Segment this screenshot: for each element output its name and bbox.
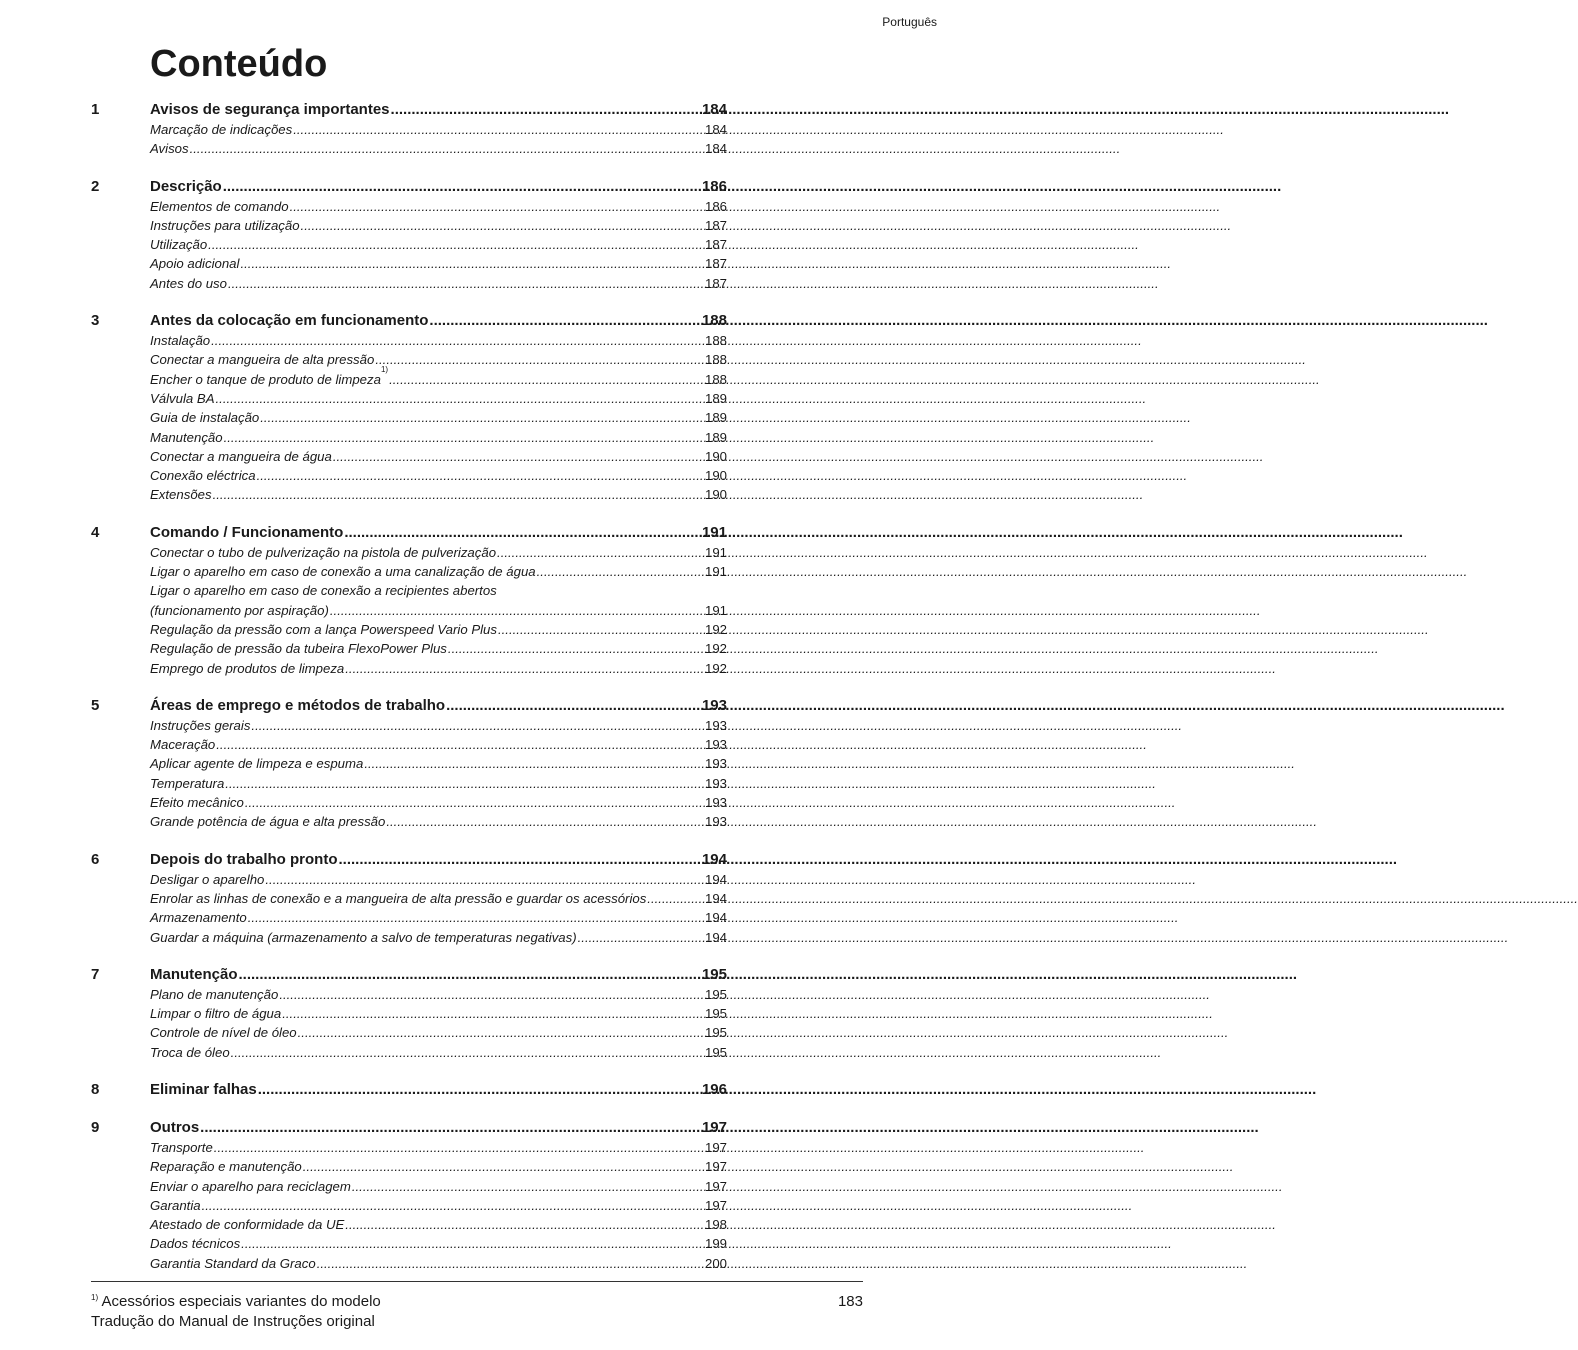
item-entry [150,928,727,947]
toc-section [91,99,727,159]
dot-leader [282,1004,704,1023]
chapter-entry [150,964,727,985]
item-page: 192 [704,621,727,637]
item-label: Extensões [150,487,212,503]
item-label: (funcionamento por aspiração) [150,602,329,618]
toc-item[interactable] [91,1196,727,1215]
toc-chapter-entry[interactable] [91,1079,727,1100]
footnote-mark: 1) [91,1293,99,1302]
item-entry [150,543,727,562]
dot-leader [228,274,704,293]
chapter-page: 184 [701,101,727,118]
item-entry [150,1043,727,1062]
item-page: 190 [704,448,727,464]
item-page: 189 [704,390,727,406]
dot-leader [279,985,704,1004]
chapter-page: 186 [701,177,727,195]
toc-item[interactable] [91,793,727,812]
dot-leader [448,639,704,658]
dot-leader [208,235,704,254]
item-entry [150,812,727,831]
toc-section [91,695,727,832]
item-label: Plano de manutenção [150,986,279,1002]
item-page: 193 [704,795,727,811]
toc-section [91,849,727,947]
toc-item[interactable] [91,985,727,1004]
item-entry [150,364,727,389]
dot-leader [257,466,704,485]
toc-item[interactable] [91,562,727,581]
item-page: 195 [704,1044,727,1060]
item-label: Conectar a mangueira de água [150,448,332,464]
item-entry [150,562,727,581]
item-label: Válvula BA [150,390,215,406]
dot-leader [293,120,704,139]
item-entry [150,870,727,889]
item-page: 189 [704,429,727,445]
footer-divider [91,1281,863,1282]
chapter-entry [150,176,727,197]
item-page: 200 [704,1255,727,1271]
item-label: Garantia [150,1197,201,1213]
chapter-number: 4 [91,523,100,541]
item-entry [150,331,727,350]
item-page: 187 [704,275,727,291]
toc-item[interactable] [91,1138,727,1157]
dot-leader [248,908,704,927]
item-entry [150,139,727,158]
toc-item[interactable] [91,428,727,447]
chapter-entry [150,522,727,543]
toc-item[interactable] [91,1043,727,1062]
item-label: Apoio adicional [150,256,240,272]
item-page: 192 [704,660,727,676]
item-entry [150,601,727,620]
chapter-entry [150,99,727,120]
toc-item[interactable] [91,350,727,369]
chapter-title: Eliminar falhas [150,1080,257,1098]
item-entry [150,197,727,216]
item-label: Armazenamento [150,910,247,926]
toc-item[interactable] [91,408,727,427]
item-page: 188 [704,333,727,349]
toc-item[interactable] [91,543,727,562]
dot-leader [290,197,704,216]
item-label: Encher o tanque de produto de limpeza [150,371,381,387]
chapter-page: 188 [701,312,727,330]
item-entry [150,716,727,735]
toc-section [91,964,727,1062]
item-entry [150,774,727,793]
item-page: 193 [704,775,727,791]
toc-item[interactable] [91,1215,727,1234]
toc-item[interactable] [91,908,727,927]
item-page: 190 [704,487,727,503]
dot-leader [498,620,704,639]
item-label: Conectar o tubo de pulverização na pistola de pulverização [150,544,497,560]
item-page: 197 [704,1197,727,1213]
dot-leader [258,1079,701,1100]
item-entry [150,1157,727,1176]
dot-leader [364,754,704,773]
dot-leader [352,1177,704,1196]
toc-section [91,522,727,678]
item-label: Enrolar as linhas de conexão e a mangueira de alta pressão e guardar os acessórios [150,890,647,906]
chapter-title: Descrição [150,177,222,195]
item-label: Garantia Standard da Graco [150,1255,316,1271]
item-entry [150,1004,727,1023]
item-label: Efeito mecânico [150,795,244,811]
dot-leader [298,1023,704,1042]
dot-leader [202,1196,704,1215]
item-page: 197 [704,1139,727,1155]
item-label: Troca de óleo [150,1044,230,1060]
item-label: Instruções para utilização [150,217,300,233]
item-label: Instalação [150,333,211,349]
toc-item[interactable] [91,139,727,158]
item-entry [150,428,727,447]
chapter-number: 3 [91,312,100,330]
item-label: Elementos de comando [150,198,289,214]
dot-leader [578,928,704,947]
toc-section [91,310,727,505]
item-entry [150,1254,727,1273]
item-entry [150,120,727,139]
item-page: 190 [704,468,727,484]
chapter-title: Manutenção [150,965,238,983]
item-label: Limpar o filtro de água [150,1006,282,1022]
toc-item[interactable] [91,601,727,620]
dot-leader [429,310,701,331]
item-label: Emprego de produtos de limpeza [150,660,345,676]
chapter-page: 193 [701,696,727,714]
item-page: 193 [704,756,727,772]
dot-leader [391,99,701,120]
dot-leader [317,1254,704,1273]
item-page: 198 [704,1217,727,1233]
dot-leader [537,562,704,581]
item-entry [150,793,727,812]
dot-leader [214,1138,704,1157]
toc-item[interactable] [91,620,727,639]
item-entry [150,235,727,254]
toc-item[interactable] [91,581,727,600]
toc-item[interactable] [91,364,727,389]
item-label: Ligar o aparelho em caso de conexão a recipientes abertos [150,583,497,599]
item-page: 194 [704,910,727,926]
chapter-page: 195 [701,965,727,983]
dot-leader [225,774,704,793]
toc-item[interactable] [91,639,727,658]
dot-leader [330,601,704,620]
chapter-title: Avisos de segurança importantes [150,101,390,118]
item-page: 199 [704,1236,727,1252]
item-entry [150,581,727,600]
item-label: Regulação de pressão da tubeira FlexoPower Plus [150,641,447,657]
item-entry [150,639,727,658]
item-page: 193 [704,814,727,830]
chapter-title: Áreas de emprego e métodos de trabalho [150,696,446,714]
item-entry [150,1138,727,1157]
chapter-number: 1 [91,101,100,118]
toc-item[interactable] [91,254,727,273]
toc-chapter-entry[interactable] [91,964,727,985]
item-page: 195 [704,1025,727,1041]
toc-chapter-entry[interactable] [91,849,727,870]
translation-note: Tradução do Manual de Instruções original [91,1313,375,1330]
footnote [91,1292,863,1312]
dot-leader [260,408,704,427]
toc-item[interactable] [91,870,727,889]
item-label: Ligar o aparelho em caso de conexão a uma canalização de água [150,564,536,580]
item-entry [150,620,727,639]
dot-leader [446,695,701,716]
item-label: Reparação e manutenção [150,1159,302,1175]
item-page: 184 [704,122,727,137]
item-entry [150,1234,727,1253]
toc-item[interactable] [91,331,727,350]
dot-leader [339,849,701,870]
dot-leader [344,522,701,543]
chapter-entry [150,1117,727,1138]
item-label: Desligar o aparelho [150,871,265,887]
toc-section [91,176,727,293]
dot-leader [190,139,704,158]
chapter-entry [150,310,727,331]
dot-leader [265,870,704,889]
item-entry [150,1023,727,1042]
item-page: 191 [704,564,727,580]
item-page: 191 [704,544,727,560]
chapter-number: 7 [91,965,100,983]
item-label: Dados técnicos [150,1236,241,1252]
item-page: 187 [704,237,727,253]
item-label: Conexão eléctrica [150,468,256,484]
item-entry [150,889,727,908]
item-page: 187 [704,256,727,272]
item-page: 188 [704,352,727,368]
item-entry [150,408,727,427]
dot-leader [241,1234,704,1253]
toc-section [91,1117,727,1273]
chapter-title: Comando / Funcionamento [150,523,344,541]
toc-item[interactable] [91,889,727,908]
page-title: Conteúdo [150,43,328,85]
item-entry [150,908,727,927]
item-label: Maceração [150,737,216,753]
item-label: Avisos [150,141,189,157]
chapter-number: 5 [91,696,100,714]
chapter-page: 191 [701,523,727,541]
chapter-number: 6 [91,850,100,868]
item-label: Marcação de indicações [150,122,293,137]
item-label: Controle de nível de óleo [150,1025,297,1041]
toc-item[interactable] [91,1157,727,1176]
item-label: Conectar a mangueira de alta pressão [150,352,375,368]
dot-leader [389,370,704,389]
toc-item[interactable] [91,216,727,235]
toc-item[interactable] [91,466,727,485]
item-label: Guia de instalação [150,410,260,426]
toc-chapter-entry[interactable] [91,695,727,716]
item-label: Transporte [150,1139,213,1155]
toc-chapter-entry[interactable] [91,310,727,331]
toc-item[interactable] [91,716,727,735]
toc-chapter-entry[interactable] [91,522,727,543]
item-entry [150,754,727,773]
toc-section [91,1079,727,1100]
toc-chapter-entry[interactable] [91,1117,727,1138]
toc-item[interactable] [91,1254,727,1273]
toc-item[interactable] [91,235,727,254]
item-entry [150,1196,727,1215]
dot-leader [386,812,704,831]
item-page: 194 [704,890,727,906]
footnote-text: Acessórios especiais variantes do modelo [101,1293,381,1310]
item-entry [150,350,727,369]
item-page: 186 [704,198,727,214]
item-entry [150,1215,727,1234]
toc-item[interactable] [91,1023,727,1042]
chapter-page: 197 [701,1118,727,1136]
dot-leader [375,350,704,369]
toc-item[interactable] [91,928,727,947]
toc-item[interactable] [91,389,727,408]
item-entry [150,466,727,485]
dot-leader [216,389,704,408]
item-entry [150,1177,727,1196]
item-label: Atestado de conformidade da UE [150,1217,345,1233]
item-label: Instruções gerais [150,717,251,733]
page-footer [91,1292,863,1332]
dot-leader [239,964,701,985]
item-page: 194 [704,871,727,887]
dot-leader [216,735,704,754]
item-label: Antes do uso [150,275,227,291]
dot-leader [245,793,704,812]
item-page: 193 [704,737,727,753]
chapter-title: Outros [150,1118,200,1136]
chapter-entry [150,849,727,870]
toc-item[interactable] [91,485,727,504]
dot-leader [231,1043,704,1062]
chapter-number: 9 [91,1118,100,1136]
toc-chapter-entry[interactable] [91,99,727,120]
item-entry [150,389,727,408]
chapter-entry [150,1079,727,1100]
item-page: 195 [704,986,727,1002]
dot-leader [251,716,704,735]
toc-item[interactable] [91,1004,727,1023]
item-page: 192 [704,641,727,657]
toc-item[interactable] [91,1234,727,1253]
toc-item[interactable] [91,812,727,831]
item-page: 193 [704,717,727,733]
dot-leader [211,331,704,350]
item-entry [150,985,727,1004]
item-label: Temperatura [150,775,225,791]
dot-leader [345,1215,704,1234]
table-of-contents [91,99,727,1290]
item-page: 191 [704,602,727,618]
item-page: 188 [704,371,727,387]
chapter-entry [150,695,727,716]
item-page: 194 [704,929,727,945]
item-page: 195 [704,1006,727,1022]
chapter-title: Depois do trabalho pronto [150,850,338,868]
item-label: Guardar a máquina (armazenamento a salvo de temperaturas negativas) [150,929,577,945]
toc-item[interactable] [91,120,727,139]
chapter-title: Antes da colocação em funcionamento [150,312,429,330]
toc-chapter-entry[interactable] [91,176,727,197]
dot-leader [303,1157,704,1176]
toc-item[interactable] [91,659,727,678]
toc-item[interactable] [91,197,727,216]
item-entry [150,735,727,754]
page-number: 183 [837,1293,863,1310]
dot-leader [240,254,704,273]
item-label: Aplicar agente de limpeza e espuma [150,756,364,772]
item-entry [150,447,727,466]
dot-leader [345,659,704,678]
toc-item[interactable] [91,774,727,793]
item-entry [150,254,727,273]
chapter-page: 194 [701,850,727,868]
toc-item[interactable] [91,447,727,466]
toc-item[interactable] [91,274,727,293]
language-label: Português [882,15,937,29]
item-page: 184 [704,141,727,157]
dot-leader [333,447,704,466]
footnote-ref: 1) [380,364,389,374]
dot-leader [497,543,704,562]
dot-leader [647,889,704,908]
item-label: Utilização [150,237,208,253]
dot-leader [200,1117,701,1138]
item-entry [150,216,727,235]
item-page: 197 [704,1178,727,1194]
toc-item[interactable] [91,1177,727,1196]
item-entry [150,659,727,678]
item-label: Enviar o aparelho para reciclagem [150,1178,351,1194]
item-page: 197 [704,1159,727,1175]
item-entry [150,485,727,504]
dot-leader [223,176,701,197]
chapter-page: 196 [701,1080,727,1098]
item-page: 187 [704,217,727,233]
toc-item[interactable] [91,735,727,754]
item-entry [150,274,727,293]
item-page: 189 [704,410,727,426]
chapter-number: 8 [91,1080,100,1098]
dot-leader [224,428,704,447]
item-label: Regulação da pressão com a lança Powerspeed Vario Plus [150,621,497,637]
dot-leader [301,216,704,235]
item-label: Manutenção [150,429,223,445]
item-label: Grande potência de água e alta pressão [150,814,386,830]
chapter-number: 2 [91,177,100,195]
dot-leader [213,485,704,504]
toc-item[interactable] [91,754,727,773]
